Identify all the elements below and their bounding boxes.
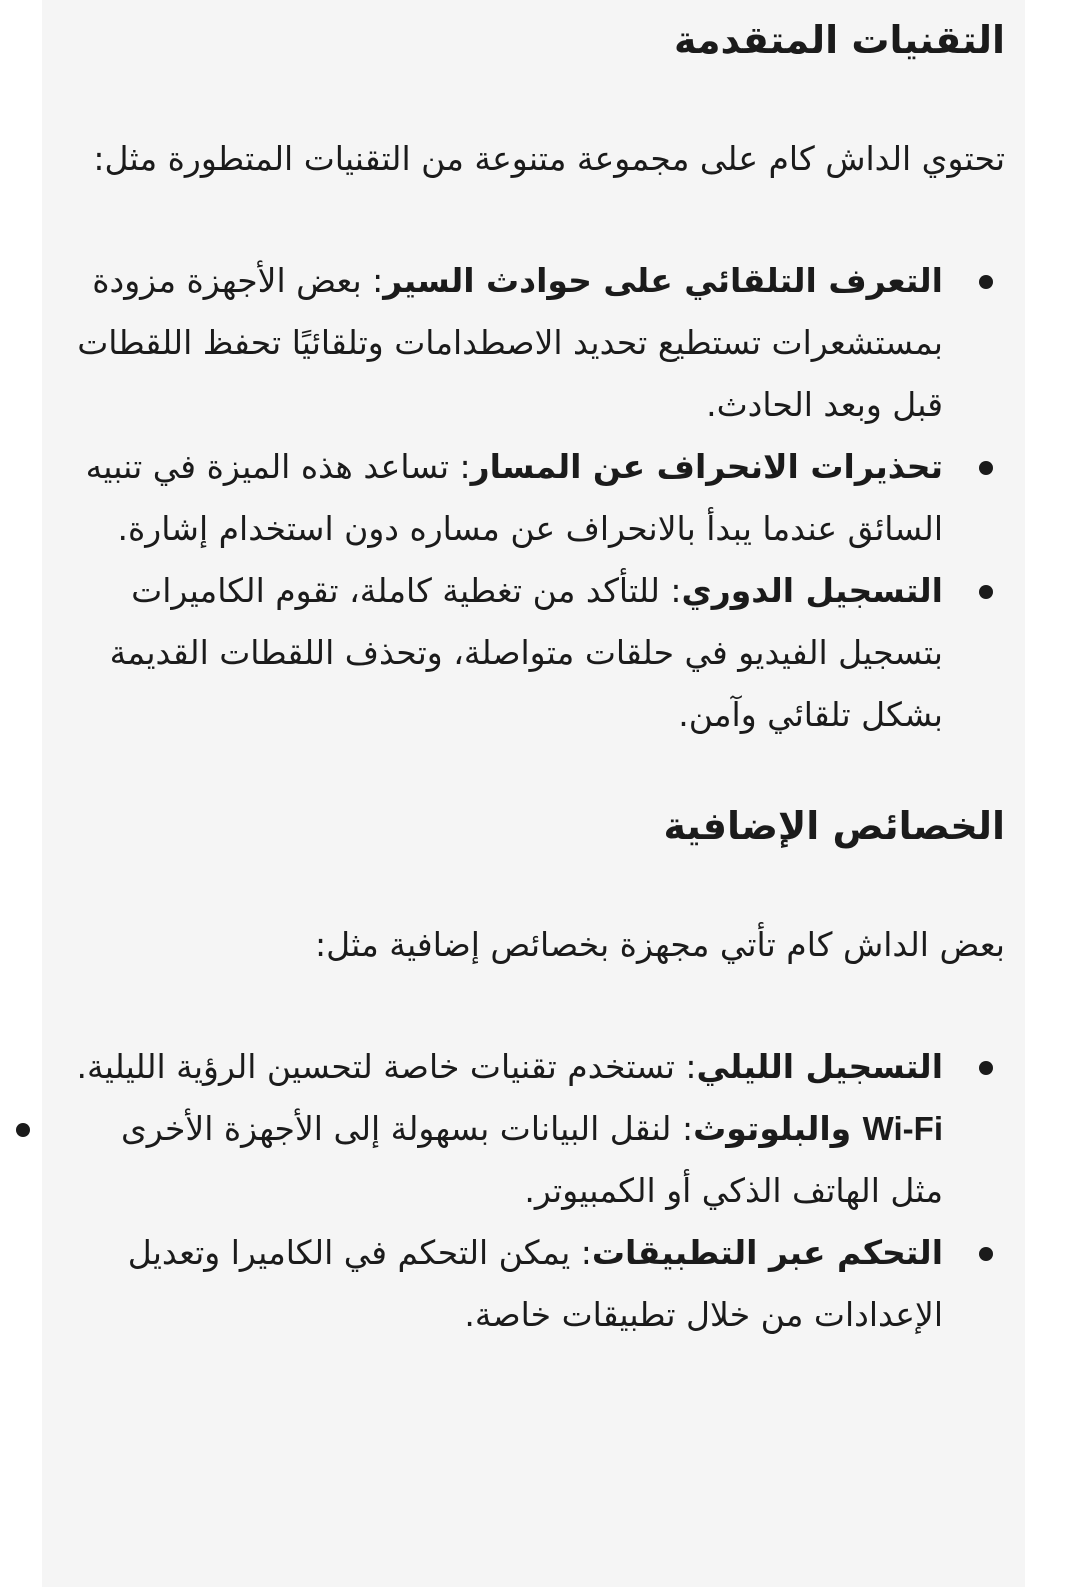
article-page (42, 0, 1025, 1587)
list-item-term-latin: Wi-Fi (862, 1110, 943, 1147)
list-item (64, 1098, 943, 1222)
extra-features-list (64, 1036, 1005, 1346)
list-item-desc: : لنقل البيانات بسهولة إلى الأجهزة الأخرى مثل الهاتف الذكي أو الكمبيوتر. (120, 1109, 943, 1210)
list-item-term: التعرف التلقائي على حوادث السير (383, 261, 943, 300)
list-item-desc: : يمكن التحكم في الكاميرا وتعديل الإعدادات من خلال تطبيقات خاصة. (127, 1233, 943, 1334)
list-item-desc: : بعض الأجهزة مزودة بمستشعرات تستطيع تحديد الاصطدامات وتلقائيًا تحفظ اللقطات قبل وبعد الحادث. (77, 261, 943, 424)
list-item-term: والبلوتوث (693, 1109, 863, 1148)
list-item-desc: : تستخدم تقنيات خاصة لتحسين الرؤية الليلية. (76, 1047, 697, 1086)
bullet-icon (16, 1123, 30, 1137)
bullet-icon (979, 275, 993, 289)
bullet-icon (979, 1247, 993, 1261)
list-item-term: التسجيل الدوري (681, 571, 943, 610)
section-intro-extra-features: بعض الداش كام تأتي مجهزة بخصائص إضافية مثل: (315, 925, 1005, 964)
list-item (64, 1036, 943, 1098)
bullet-icon (979, 1061, 993, 1075)
section-title-advanced-tech: التقنيات المتقدمة (673, 18, 1005, 62)
bullet-icon (979, 461, 993, 475)
advanced-tech-list (64, 250, 1005, 746)
list-item-desc: : تساعد هذه الميزة في تنبيه السائق عندما يبدأ بالانحراف عن مساره دون استخدام إشارة. (85, 447, 943, 548)
list-item-desc: : للتأكد من تغطية كاملة، تقوم الكاميرات بتسجيل الفيديو في حلقات متواصلة، وتحذف اللقطات القديمة بشكل تلقائي وآمن. (109, 571, 943, 734)
list-item (64, 250, 943, 436)
list-item (64, 436, 943, 560)
bullet-icon (979, 585, 993, 599)
list-item (64, 1222, 943, 1346)
list-item-term: التسجيل الليلي (696, 1047, 943, 1086)
list-item-term: تحذيرات الانحراف عن المسار (470, 447, 943, 486)
section-title-extra-features: الخصائص الإضافية (663, 804, 1005, 848)
list-item-term: التحكم عبر التطبيقات (591, 1233, 943, 1272)
section-intro-advanced-tech: تحتوي الداش كام على مجموعة متنوعة من التقنيات المتطورة مثل: (93, 139, 1005, 178)
list-item (64, 560, 943, 746)
